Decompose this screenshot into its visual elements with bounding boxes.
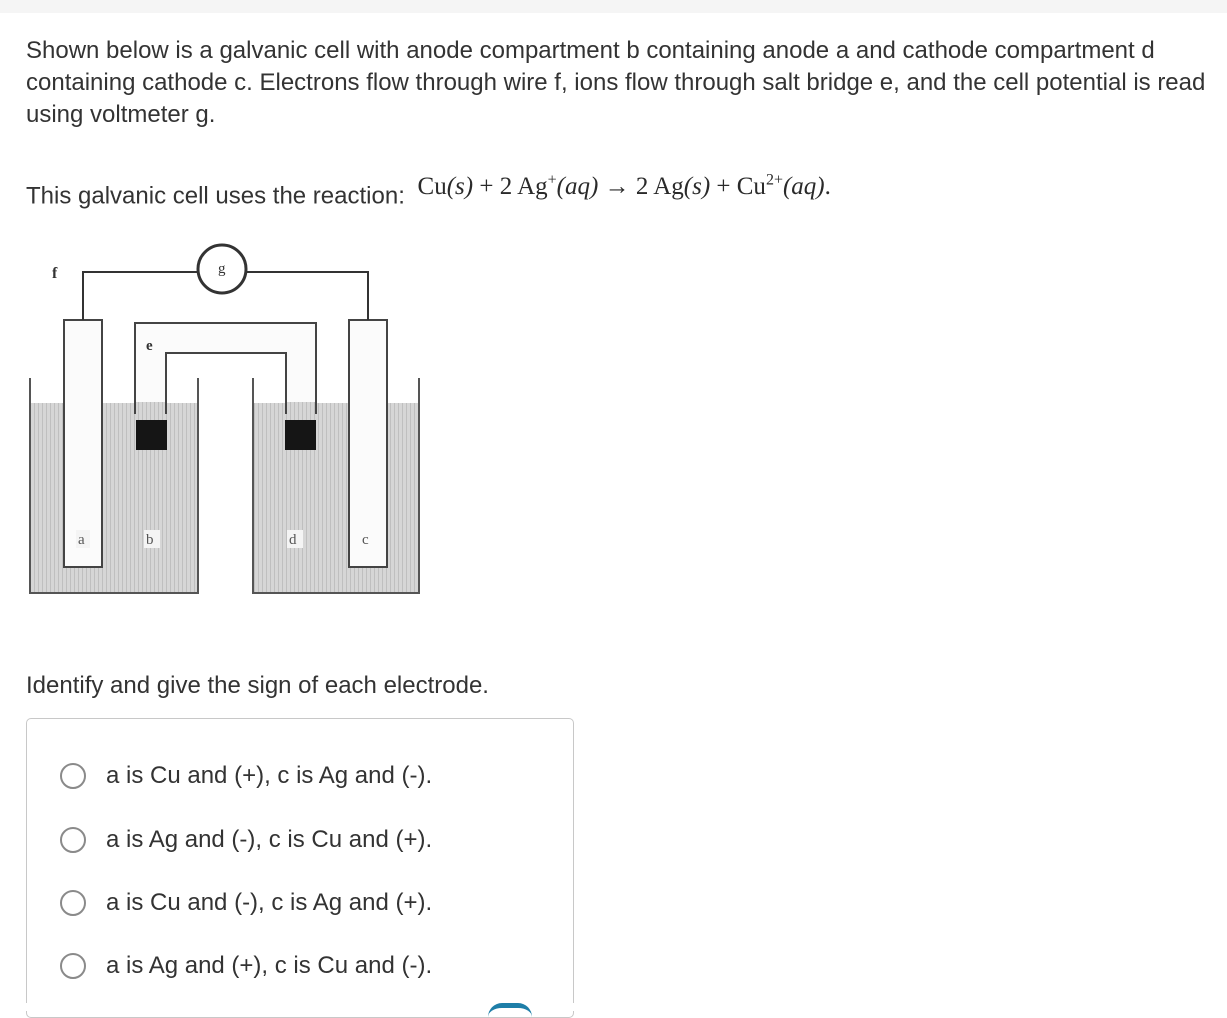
option-2-radio[interactable] xyxy=(60,827,86,853)
label-a: a xyxy=(78,532,85,548)
salt-bridge-cap-left xyxy=(136,420,167,450)
wire-f xyxy=(83,272,198,320)
label-e: e xyxy=(146,338,153,354)
galvanic-cell-diagram xyxy=(22,240,432,610)
salt-bridge-e xyxy=(135,323,316,413)
label-d: d xyxy=(289,532,297,548)
option-3[interactable] xyxy=(60,886,432,920)
question-text: Identify and give the sign of each electrode. xyxy=(26,672,489,699)
option-2-label[interactable]: a is Ag and (-), c is Cu and (+). xyxy=(106,826,433,853)
label-b: b xyxy=(146,532,154,548)
option-2[interactable] xyxy=(60,823,432,857)
label-g: g xyxy=(218,261,226,277)
salt-bridge-plug-left xyxy=(136,402,165,414)
intro-text: Shown below is a galvanic cell with anode compartment b containing anode a and cathode compartment d containing cathode c. Electrons flow through wire f, ions flow through salt bridge e, and the cell potential is read using voltmeter g. xyxy=(26,37,1206,128)
beaker-b-solution xyxy=(30,403,198,593)
salt-bridge-cap-right xyxy=(285,420,316,450)
option-3-label[interactable]: a is Cu and (-), c is Ag and (+). xyxy=(106,889,433,916)
option-1-radio[interactable] xyxy=(60,763,86,789)
label-f: f xyxy=(52,265,58,282)
reaction-line xyxy=(26,174,831,212)
salt-bridge-plug-right xyxy=(287,402,315,414)
option-3-radio[interactable] xyxy=(60,890,86,916)
reaction-prefix: This galvanic cell uses the reaction: xyxy=(26,182,405,210)
electrode-a xyxy=(64,320,102,567)
reaction-equation: Cu(s) + 2 Ag+(aq) → 2 $Ag(s) + Cu^{2+}(aq)$. xyxy=(417,172,831,201)
bottom-cut xyxy=(0,1003,1227,1011)
label-c: c xyxy=(362,532,369,548)
option-4-label[interactable]: a is Ag and (+), c is Cu and (-). xyxy=(106,952,433,979)
option-4[interactable] xyxy=(60,949,432,983)
option-4-radio[interactable] xyxy=(60,953,86,979)
beaker-d-solution xyxy=(253,403,419,593)
option-1-label[interactable]: a is Cu and (+), c is Ag and (-). xyxy=(106,762,433,789)
answer-choices-box xyxy=(26,718,574,1018)
wire-f-right xyxy=(246,272,368,320)
electrode-c xyxy=(349,320,387,567)
top-bar xyxy=(0,0,1227,13)
scroll-button-edge[interactable] xyxy=(488,1003,532,1017)
option-1[interactable] xyxy=(60,759,432,793)
